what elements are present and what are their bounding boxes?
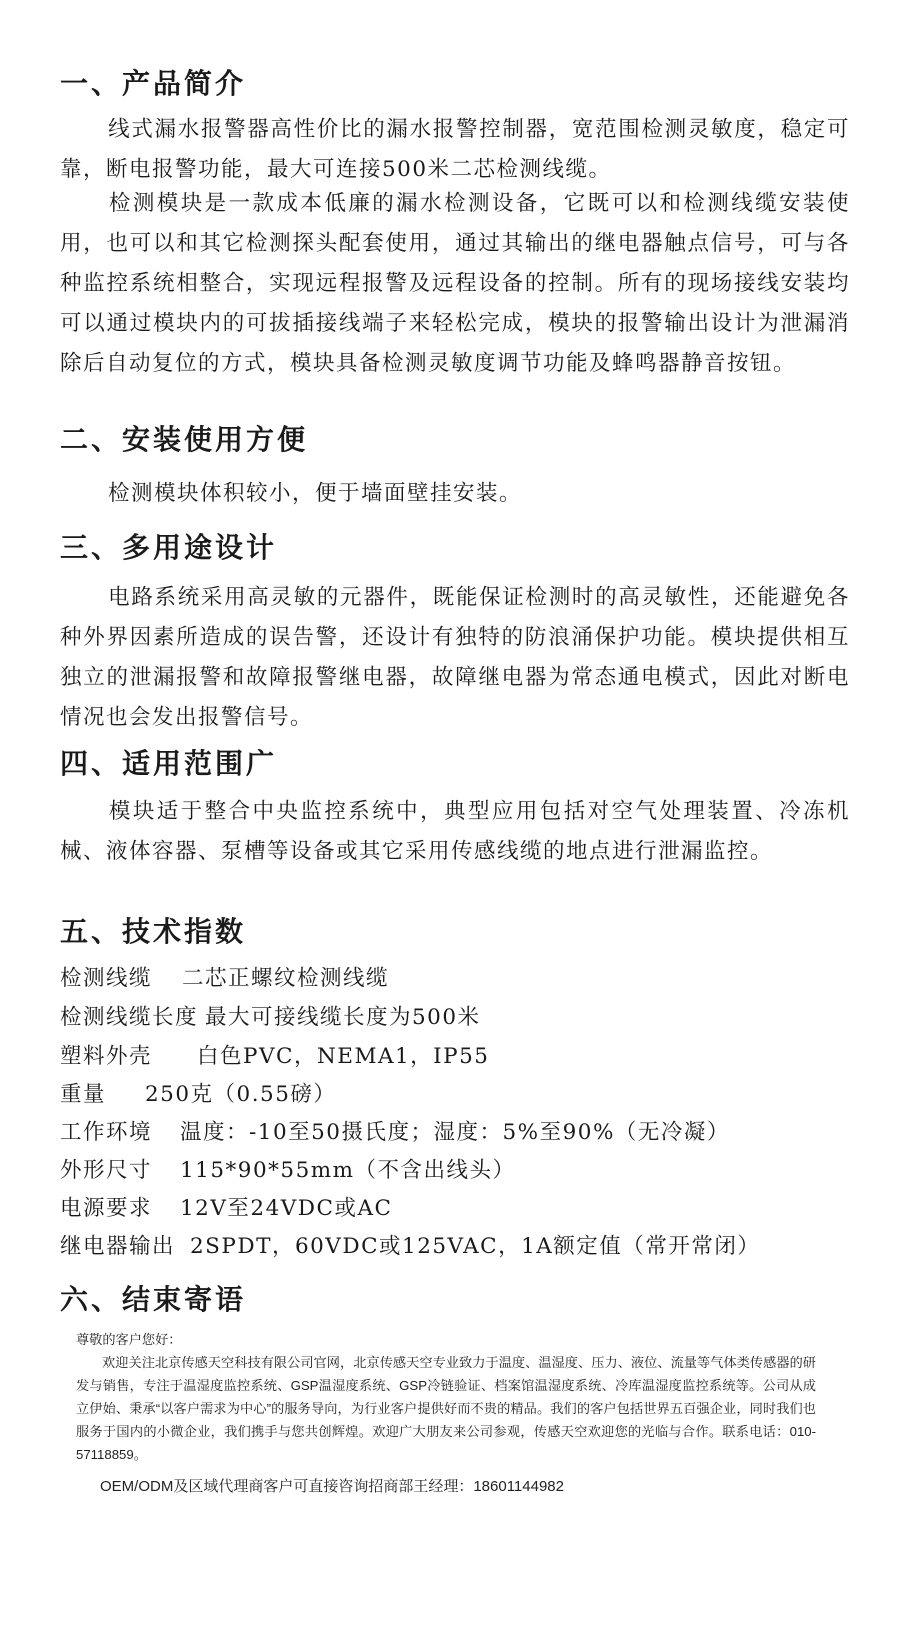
spec-row-weight (60, 1076, 336, 1114)
spec-key: 重量 (60, 1082, 107, 1107)
spec-key: 电源要求 (60, 1196, 153, 1221)
heading-technical-specs: 五、技术指数 (60, 915, 247, 948)
spec-value: 2SPDT，60VDC或125VAC，1A额定值（常开常闭） (190, 1234, 761, 1259)
spec-key: 塑料外壳 (60, 1044, 153, 1069)
spec-value: 115*90*55mm（不含出线头） (180, 1158, 516, 1183)
closing-message: 欢迎关注北京传感天空科技有限公司官网，北京传感天空专业致力于温度、温湿度、压力、液位、流量等气体类传感器的研发与销售，专注于温湿度监控系统、GSP温湿度系统、GSP冷链验证、档案馆温湿度系统、冷库温湿度监控系统等。公司从成立伊始、秉承“以客户需求为中心”的服务导向，为行业客户提供好而不贵的精品。我们的客户包括世界五百强企业，同时我们也服务于国内的小微企业，我们携手与您共创辉煌。欢迎广大朋友来公司参观，传感天空欢迎您的光临与合作。联系电话：010-57118859。 (76, 1355, 816, 1462)
spec-value: 250克（0.55磅） (145, 1082, 337, 1107)
spec-value: 最大可接线缆长度为500米 (205, 1005, 481, 1030)
paragraph-multi-purpose: 电路系统采用高灵敏的元器件，既能保证检测时的高灵敏性，还能避免各种外界因素所造成的误告警，还设计有独特的防浪涌保护功能。模块提供相互独立的泄漏报警和故障报警继电器，故障继电器为常态通电模式，因此对断电情况也会发出报警信号。 (60, 585, 850, 730)
spec-row-power-supply (60, 1190, 392, 1228)
spec-key: 继电器输出 (60, 1234, 176, 1259)
spec-row-enclosure (60, 1038, 490, 1076)
spec-key: 工作环境 (60, 1120, 153, 1145)
spec-key: 检测线缆 (60, 966, 153, 991)
closing-note (76, 1328, 816, 1466)
paragraph-application-range: 模块适于整合中央监控系统中，典型应用包括对空气处理装置、冷冻机械、液体容器、泵槽等设备或其它采用传感线缆的地点进行泄漏监控。 (60, 799, 850, 864)
spec-value: 二芯正螺纹检测线缆 (182, 966, 390, 991)
spec-value: 温度：-10至50摄氏度；湿度：5%至90%（无冷凝） (180, 1120, 730, 1145)
spec-key: 外形尺寸 (60, 1158, 153, 1183)
heading-closing-remarks: 六、结束寄语 (60, 1283, 247, 1316)
closing-greeting: 尊敬的客户您好： (76, 1332, 182, 1347)
spec-row-cable-length (60, 999, 481, 1037)
heading-application-range: 四、适用范围广 (60, 747, 278, 780)
paragraph-installation: 检测模块体积较小，便于墙面壁挂安装。 (108, 481, 523, 506)
oem-contact-line: OEM/ODM及区域代理商客户可直接咨询招商部王经理：18601144982 (100, 1478, 564, 1495)
heading-multi-purpose: 三、多用途设计 (60, 531, 278, 564)
spec-value: 白色PVC，NEMA1，IP55 (197, 1044, 490, 1069)
heading-product-intro: 一、产品简介 (60, 67, 247, 100)
spec-key: 检测线缆长度 (60, 1005, 199, 1030)
heading-installation: 二、安装使用方便 (60, 423, 309, 456)
paragraph-product-intro-2: 检测模块是一款成本低廉的漏水检测设备，它既可以和检测线缆安装使用，也可以和其它检测探头配套使用，通过其输出的继电器触点信号，可与各种监控系统相整合，实现远程报警及远程设备的控制。所有的现场接线安装均可以通过模块内的可拔插接线端子来轻松完成，模块的报警输出设计为泄漏消除后自动复位的方式，模块具备检测灵敏度调节功能及蜂鸣器静音按钮。 (60, 191, 850, 376)
spec-row-relay-output (60, 1228, 760, 1266)
paragraph-product-intro-1: 线式漏水报警器高性价比的漏水报警控制器，宽范围检测灵敏度，稳定可靠，断电报警功能，最大可连接500米二芯检测线缆。 (60, 117, 850, 182)
spec-value: 12V至24VDC或AC (180, 1196, 393, 1221)
spec-row-sensor-cable (60, 960, 389, 998)
spec-row-operating-environment (60, 1114, 730, 1152)
spec-row-dimensions (60, 1152, 516, 1190)
